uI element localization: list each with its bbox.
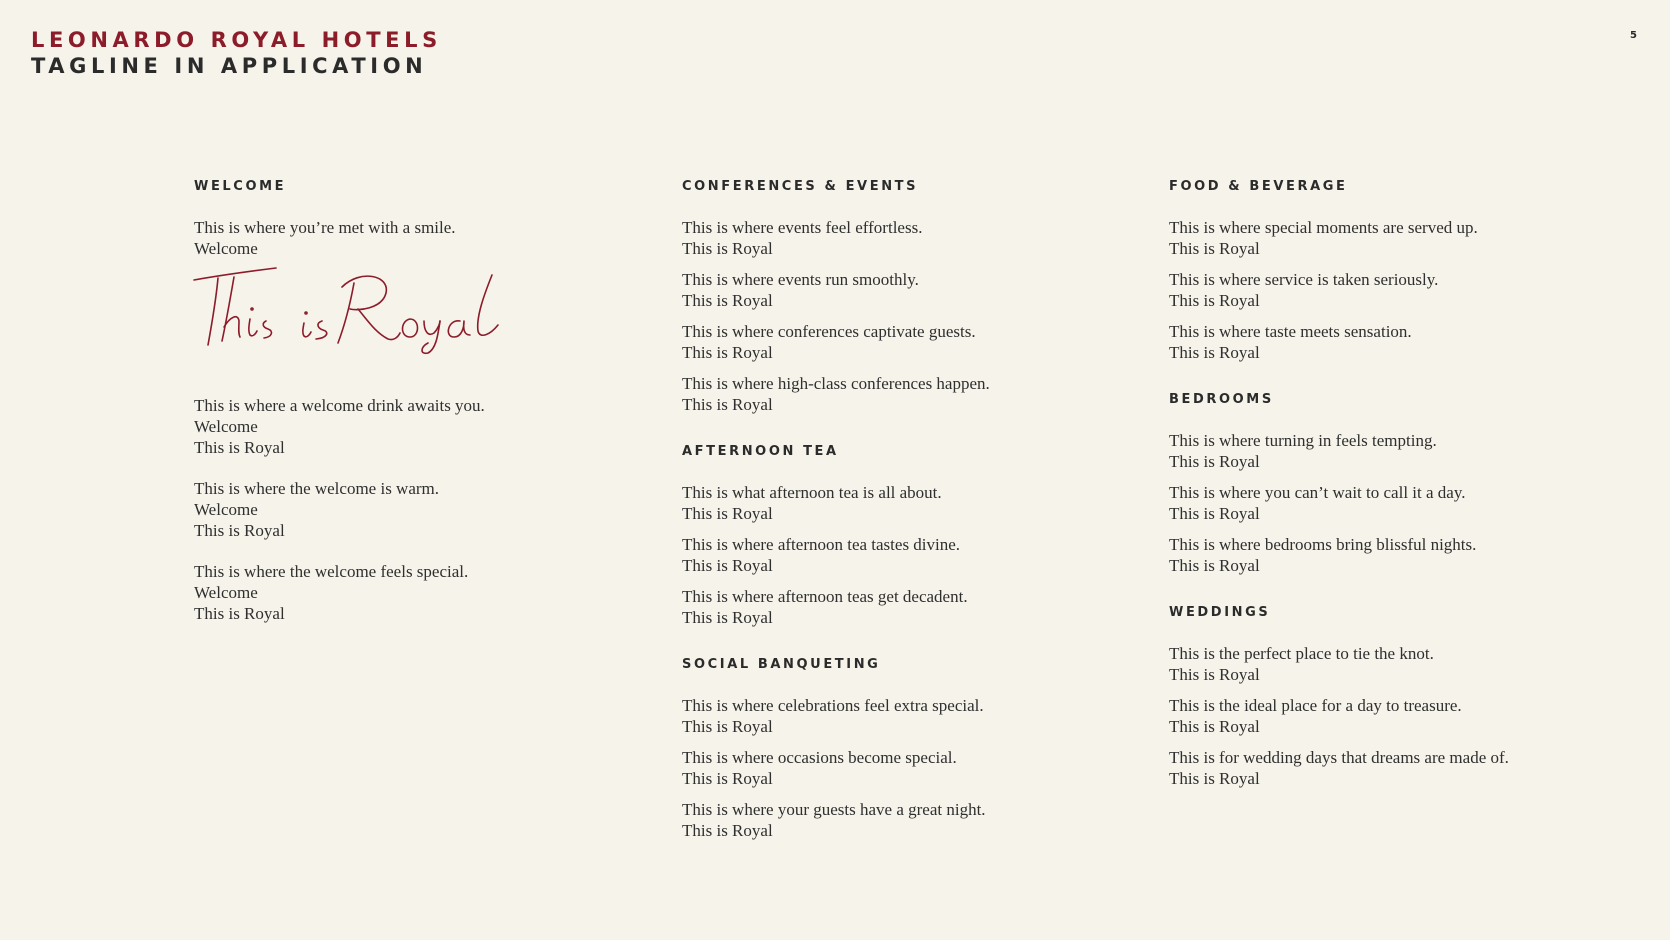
section-weddings	[1169, 604, 1589, 789]
tagline-block	[1169, 695, 1589, 737]
tagline-block	[682, 373, 1102, 415]
tagline-line: This is where you’re met with a smile.	[194, 218, 456, 237]
tagline-block	[1169, 321, 1589, 363]
page-subtitle: TAGLINE IN APPLICATION	[31, 54, 428, 78]
tagline-line: This is Royal	[682, 239, 773, 258]
tagline-block	[682, 799, 1102, 841]
tagline-line: This is Royal	[682, 821, 773, 840]
tagline-line: This is where events feel effortless.	[682, 218, 923, 237]
tagline-block	[682, 534, 1102, 576]
tagline-block	[682, 586, 1102, 628]
tagline-block	[194, 561, 614, 624]
tagline-line: This is Royal	[682, 291, 773, 310]
section-heading: CONFERENCES & EVENTS	[682, 179, 919, 194]
tagline-line: This is where high-class conferences happen.	[682, 374, 990, 393]
tagline-line: This is Royal	[1169, 452, 1260, 471]
tagline-line: Welcome	[194, 417, 258, 436]
tagline-line: This is Royal	[1169, 556, 1260, 575]
tagline-block	[682, 269, 1102, 311]
tagline-block	[682, 321, 1102, 363]
tagline-line: This is where bedrooms bring blissful nights.	[1169, 535, 1477, 554]
tagline-line: This is Royal	[682, 556, 773, 575]
tagline-block	[194, 217, 614, 259]
tagline-block	[682, 217, 1102, 259]
tagline-block	[1169, 643, 1589, 685]
tagline-line: This is Royal	[682, 504, 773, 523]
tagline-block	[1169, 747, 1589, 789]
section-afternoon-tea	[682, 443, 1102, 628]
tagline-line: This is Royal	[194, 604, 285, 623]
section-heading: FOOD & BEVERAGE	[1169, 179, 1348, 194]
tagline-line: This is where events run smoothly.	[682, 270, 919, 289]
section-bedrooms	[1169, 391, 1589, 576]
tagline-block	[1169, 430, 1589, 472]
tagline-line: This is where celebrations feel extra special.	[682, 696, 984, 715]
tagline-line: This is Royal	[682, 717, 773, 736]
column-hospitality	[1169, 178, 1589, 817]
tagline-line: This is the perfect place to tie the knot.	[1169, 644, 1434, 663]
tagline-line: Welcome	[194, 583, 258, 602]
tagline-line: This is where your guests have a great night.	[682, 800, 986, 819]
tagline-line: This is where occasions become special.	[682, 748, 957, 767]
tagline-line: Welcome	[194, 239, 258, 258]
tagline-line: This is Royal	[1169, 343, 1260, 362]
tagline-line: This is Royal	[682, 608, 773, 627]
tagline-line: This is Royal	[682, 395, 773, 414]
section-social-banqueting	[682, 656, 1102, 841]
tagline-block	[682, 482, 1102, 524]
script-logo	[192, 265, 512, 357]
tagline-line: This is for wedding days that dreams are made of.	[1169, 748, 1509, 767]
brand-header	[31, 27, 442, 79]
tagline-line: Welcome	[194, 500, 258, 519]
tagline-line: This is Royal	[682, 343, 773, 362]
tagline-line: This is where taste meets sensation.	[1169, 322, 1412, 341]
tagline-line: This is where you can’t wait to call it a day.	[1169, 483, 1466, 502]
tagline-line: This is where special moments are served up.	[1169, 218, 1478, 237]
section-heading: BEDROOMS	[1169, 392, 1274, 407]
tagline-line: This is the ideal place for a day to treasure.	[1169, 696, 1462, 715]
section-heading: SOCIAL BANQUETING	[682, 657, 881, 672]
section-heading: WEDDINGS	[1169, 605, 1271, 620]
tagline-line: This is where turning in feels tempting.	[1169, 431, 1437, 450]
tagline-block	[194, 395, 614, 458]
tagline-line: This is Royal	[194, 521, 285, 540]
tagline-line: This is Royal	[194, 438, 285, 457]
section-conferences-events	[682, 178, 1102, 415]
tagline-line: This is Royal	[1169, 717, 1260, 736]
tagline-line: This is where conferences captivate guests.	[682, 322, 976, 341]
tagline-block	[1169, 217, 1589, 259]
tagline-block	[1169, 269, 1589, 311]
tagline-block	[1169, 534, 1589, 576]
tagline-block	[1169, 482, 1589, 524]
tagline-line: This is where a welcome drink awaits you.	[194, 396, 485, 415]
tagline-line: This is where afternoon tea tastes divine.	[682, 535, 961, 554]
tagline-line: This is where afternoon teas get decadent.	[682, 587, 968, 606]
tagline-block	[682, 747, 1102, 789]
section-food-beverage	[1169, 178, 1589, 363]
brand-title: LEONARDO ROYAL HOTELS	[31, 28, 442, 52]
column-events	[682, 178, 1102, 869]
tagline-line: This is Royal	[1169, 291, 1260, 310]
tagline-block	[682, 695, 1102, 737]
tagline-line: This is Royal	[1169, 239, 1260, 258]
tagline-line: This is Royal	[1169, 769, 1260, 788]
tagline-line: This is what afternoon tea is all about.	[682, 483, 942, 502]
tagline-line: This is where the welcome feels special.	[194, 562, 469, 581]
tagline-line: This is Royal	[1169, 665, 1260, 684]
page-number: 5	[1630, 30, 1637, 41]
tagline-line: This is Royal	[682, 769, 773, 788]
section-heading: AFTERNOON TEA	[682, 444, 839, 459]
tagline-line: This is where service is taken seriously.	[1169, 270, 1439, 289]
section-heading: WELCOME	[194, 179, 287, 194]
tagline-block	[194, 478, 614, 541]
tagline-line: This is Royal	[1169, 504, 1260, 523]
column-welcome	[194, 178, 614, 644]
tagline-line: This is where the welcome is warm.	[194, 479, 440, 498]
